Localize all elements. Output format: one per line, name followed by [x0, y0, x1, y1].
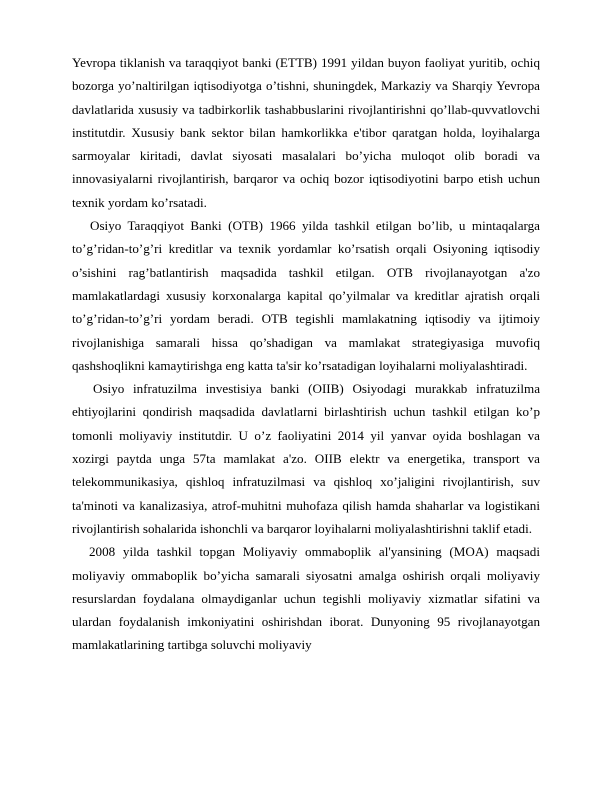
paragraph-moa: 2008 yilda tashkil topgan Moliyaviy ommaboplik al'yansining (MOA) maqsadi moliyaviy ommaboplik bo’yicha samarali siyosatni amalga oshirish orqali moliyaviy resurslardan foydalana olmaydiganlar uchun tegishli moliyaviy xizmatlar sifatini va ulardan foydalanish imkoniyatini oshirishdan iborat. Dunyoning 95 rivojlanayotgan mamlakatlarining tartibga soluvchi moliyaviy — [72, 544, 540, 653]
document-page — [72, 51, 540, 657]
paragraph-ettb: Yevropa tiklanish va taraqqiyot banki (ETTB) 1991 yildan buyon faoliyat yuritib, ochiq bozorga yo’naltirilgan iqtisodiyotga o’tishni, shuningdek, Markaziy va Sharqiy Yevropa davlatlarida xususiy va tadbirkorlik tashabbuslarini rivojlantirishni qo’llab-quvvatlovchi institutdir. Xususiy bank sektor bilan hamkorlikka e'tibor qaratgan holda, loyihalarga sarmoyalar kiritadi, davlat siyosati masalalari bo’yicha muloqot olib boradi va innovasiyalarni rivojlantirish, barqaror va ochiq bozor iqtisodiyotini barpo etish uchun texnik yordam ko’rsatadi. — [72, 55, 540, 210]
paragraph-oiib: Osiyo infratuzilma investisiya banki (OIIB) Osiyodagi murakkab infratuzilma ehtiyojlarini qondirish maqsadida davlatlarni birlashtirish uchun tashkil etilgan ko’p tomonli moliyaviy institutdir. U o’z faoliyatini 2014 yil yanvar oyida boshlagan va xozirgi paytda unga 57ta mamlakat a'zo. OIIB elektr va energetika, transport va telekommunikasiya, qishloq infratuzilmasi va qishloq xo’jaligini rivojlantirish, suv ta'minoti va kanalizasiya, atrof-muhitni muhofaza qilish hamda shaharlar va logistikani rivojlantirish sohalarida ishonchli va barqaror loyihalarni moliyalashtirishni taklif etadi. — [72, 381, 540, 536]
paragraph-otb: Osiyo Taraqqiyot Banki (OTB) 1966 yilda tashkil etilgan bo’lib, u mintaqalarga to’g’ridan-to’g’ri kreditlar va texnik yordamlar ko’rsatish orqali Osiyoning iqtisodiy o’sishini rag’batlantirish maqsadida tashkil etilgan. OTB rivojlanayotgan a'zo mamlakatlardagi xususiy korxonalarga kapital qo’yilmalar va kreditlar ajratish orqali to’g’ridan-to’g’ri yordam beradi. OTB tegishli mamlakatning iqtisodiy va ijtimoiy rivojlanishiga samarali hissa qo’shadigan va mamlakat strategiyasiga muvofiq qashshoqlikni kamaytirishga eng katta ta'sir ko’rsatadigan loyihalarni moliyalashtiradi. — [72, 218, 540, 373]
